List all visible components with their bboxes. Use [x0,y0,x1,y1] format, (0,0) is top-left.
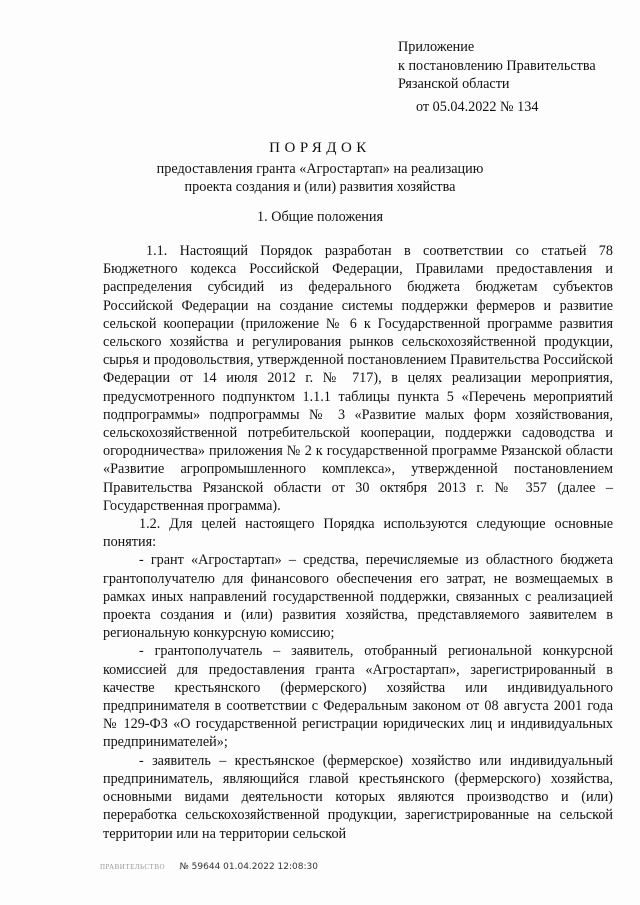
section-heading: 1. Общие положения [257,209,383,225]
appendix-region: Рязанской области [398,76,510,92]
registration-footer [100,862,318,872]
definition-grant: - грант «Агростартап» – средства, перечисляемые из областного бюджета грантополучателю для финансового обеспечения его затрат, не возмещаемых в рамках иных направлений государственной поддержки, связанных с реализацией проекта создания и (или) развития хозяйства, представляемого заявителем в региональную конкурсную комиссию; [103,552,613,642]
appendix-label: Приложение [398,39,475,55]
registration-code: № 59644 01.04.2022 12:08:30 [179,862,318,872]
appendix-date-number: от 05.04.2022 № 134 [416,98,539,115]
appendix-header [398,38,596,116]
document-body [103,242,613,843]
appendix-resolution-ref: к постановлению Правительства [398,57,596,74]
footer-stamp: ПРАВИТЕЛЬСТВО [100,863,166,871]
subtitle-line-1: предоставления гранта «Агростартап» на реализацию [156,161,484,177]
document-title: ПОРЯДОК [269,140,371,156]
definition-grant-recipient: - грантополучатель – заявитель, отобранный региональной конкурсной комиссией для предоставления гранта «Агростартап», зарегистрированный в качестве крестьянского (фермерского) хозяйства или индивидуального предпринимателя в соответствии с Федеральным законом от 08 августа 2001 года № 129-ФЗ «О государственной регистрации юридических лиц и индивидуальных предпринимателей»; [103,643,613,751]
paragraph-1-2: 1.2. Для целей настоящего Порядка используются следующие основные понятия: [103,516,613,551]
document-subtitle [0,160,640,196]
paragraph-1-1: 1.1. Настоящий Порядок разработан в соответствии со статьей 78 Бюджетного кодекса Российской Федерации, Правилами предоставления и распределения субсидий из федерального бюджета бюджетам субъектов Российской Федерации на создание системы поддержки фермеров и развитие сельской кооперации (приложение № 6 к Государственной программе развития сельского хозяйства и регулирования рынков сельскохозяйственной продукции, сырья и продовольствия, утвержденной постановлением Правительства Российской Федерации от 14 июля 2012 г. № 717), в целях реализации мероприятия, предусмотренного подпунктом 1.1.1 таблицы пункта 5 «Перечень мероприятий подпрограммы» подпрограммы № 3 «Развитие малых форм хозяйствования, сельскохозяйственной потребительской кооперации, поддержки садоводства и огородничества» приложения № 2 к государственной программе Рязанской области «Развитие агропромышленного комплекса», утвержденной постановлением Правительства Рязанской области от 30 октября 2013 г. № 357 (далее – Государственная программа). [103,243,613,514]
subtitle-line-2: проекта создания и (или) развития хозяйства [184,179,456,195]
definition-applicant: - заявитель – крестьянское (фермерское) хозяйство или индивидуальный предприниматель, являющийся главой крестьянского (фермерского) хозяйства, основными видами деятельности которых являются производство и (или) переработка сельскохозяйственной продукции, зарегистрированные на сельской территории или на территории сельской [103,752,613,842]
